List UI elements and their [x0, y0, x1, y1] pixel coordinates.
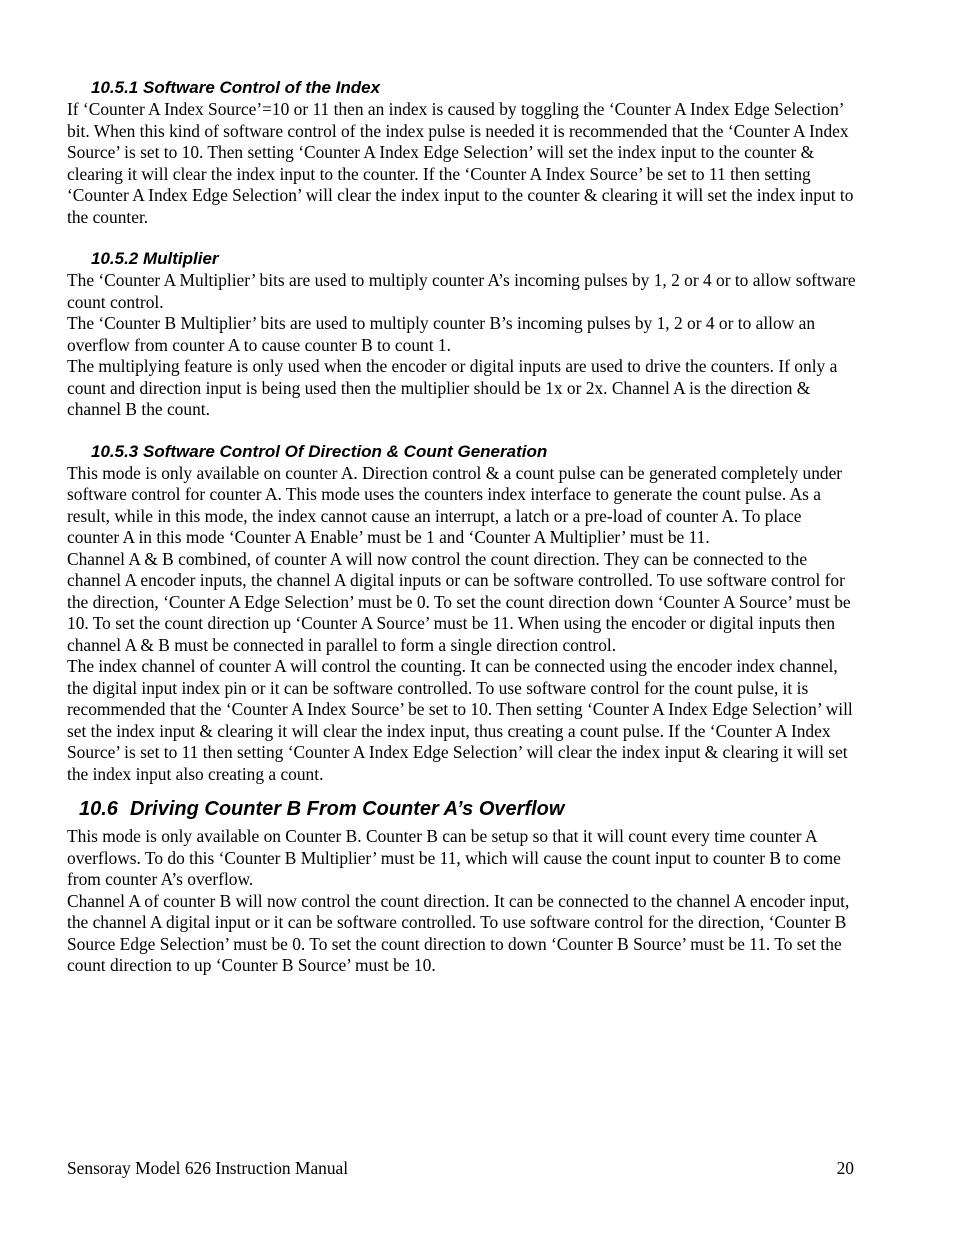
paragraph-10-5-3-1: This mode is only available on counter A. Direction control & a count pulse can be generated completely under software control for counter A. This mode uses the counters index interface to generate the count pulse. As a result, while in this mode, the index cannot cause an interrupt, a latch or a pre-load of counter A. To place counter A in this mode ‘Counter A Enable’ must be 1 and ‘Counter A Multiplier’ must be 11.	[67, 462, 843, 547]
heading-10-6-title: Driving Counter B From Counter A’s Overflow	[129, 798, 565, 820]
heading-10-6	[79, 797, 857, 821]
spacer	[67, 228, 857, 249]
paragraph-10-5-2-3: The multiplying feature is only used when the encoder or digital inputs are used to drive the counters. If only a count and direction input is being used then the multiplier should be 1x or 2x. Channel A is the direction & channel B the count.	[67, 356, 838, 419]
paragraph-10-5-3-3: The index channel of counter A will control the counting. It can be connected using the encoder index channel, the digital input index pin or it can be software controlled. To use software control for the count pulse, it is recommended that the ‘Counter A Index Source’ be set to 10. Then setting ‘Counter A Index Edge Selection’ will set the index input & clearing it will clear the index input, thus creating a count pulse. If the ‘Counter A Index Source’ is set to 11 then setting ‘Counter A Index Edge Selection’ will clear the index input & clearing it will set the index input also creating a count.	[67, 656, 853, 784]
document-page	[67, 78, 857, 977]
paragraph-10-5-1-1: If ‘Counter A Index Source’=10 or 11 then an index is caused by toggling the ‘Counter A Index Edge Selection’ bit. When this kind of software control of the index pulse is needed it is recommended that the ‘Counter A Index Source’ is set to 10. Then setting ‘Counter A Index Edge Selection’ will set the index input to the counter & clearing it will clear the index input to the counter. If the ‘Counter A Index Source’ be set to 11 then setting ‘Counter A Index Edge Selection’ will clear the index input to the counter & clearing it will set the index input to the counter.	[67, 99, 854, 227]
paragraph-10-6-1: This mode is only available on Counter B. Counter B can be setup so that it will count every time counter A overflows. To do this ‘Counter B Multiplier’ must be 11, which will cause the count input to counter B to come from counter A’s overflow.	[67, 826, 841, 889]
spacer	[67, 421, 857, 442]
paragraph-10-6-2: Channel A of counter B will now control the count direction. It can be connected to the channel A encoder input, the channel A digital input or it can be software controlled. To use software control for the direction, ‘Counter B Source Edge Selection’ must be 0. To set the count direction to down ‘Counter B Source’ must be 11. To set the count direction to up ‘Counter B Source’ must be 10.	[67, 890, 850, 975]
paragraph-10-5-2-1: The ‘Counter A Multiplier’ bits are used to multiply counter A’s incoming pulses by 1, 2 or 4 or to allow software count control.	[67, 270, 856, 312]
page-footer	[67, 1157, 854, 1179]
spacer	[67, 785, 857, 797]
footer-title: Sensoray Model 626 Instruction Manual	[67, 1158, 349, 1178]
page-number: 20	[836, 1158, 854, 1178]
paragraph-10-5-2-2: The ‘Counter B Multiplier’ bits are used to multiply counter B’s incoming pulses by 1, 2 or 4 or to allow an overflow from counter A to cause counter B to count 1.	[67, 313, 816, 355]
heading-10-5-1: 10.5.1 Software Control of the Index	[91, 78, 381, 97]
heading-10-6-number: 10.6	[79, 798, 118, 820]
heading-10-5-3: 10.5.3 Software Control Of Direction & Count Generation	[91, 441, 548, 461]
paragraph-10-5-3-2: Channel A & B combined, of counter A will now control the count direction. They can be connected to the channel A encoder inputs, the channel A digital inputs or can be software controlled. To use software control for the direction, ‘Counter A Edge Selection’ must be 0. To set the count direction down ‘Counter A Source’ must be 10. To set the count direction up ‘Counter A Source’ must be 11. When using the encoder or digital inputs then channel A & B must be connected in parallel to form a single direction control.	[67, 548, 851, 655]
heading-10-5-2: 10.5.2 Multiplier	[91, 249, 219, 268]
